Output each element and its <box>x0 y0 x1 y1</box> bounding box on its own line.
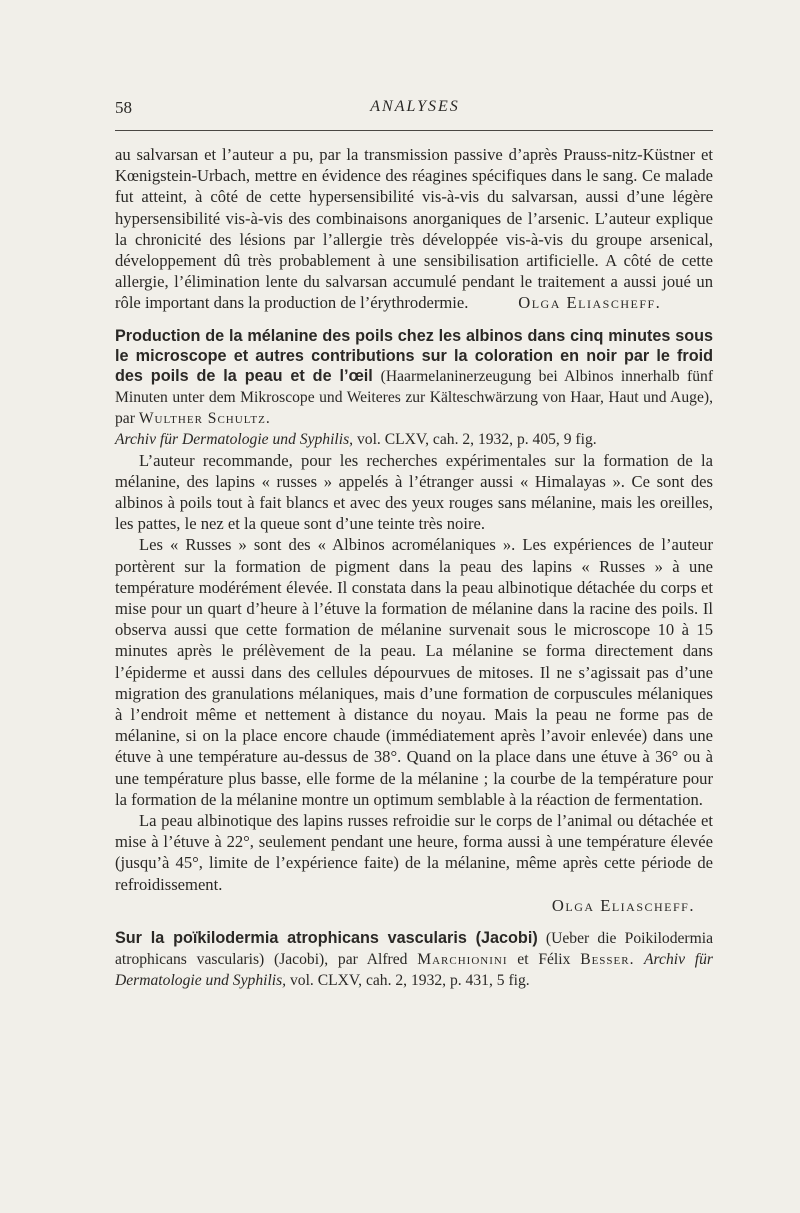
continuation-paragraph: au salvarsan et l’auteur a pu, par la transmission passive d’après Prauss-nitz-Küstner et Kœnigstein-Urbach, mettre en évidence des réagines spécifiques dans le sang. Ce malade fut atteint, à côté de cette hypersensibilité vis-à-vis du salvarsan, aussi d’une légère hypersensibilité vis-à-vis des combinaisons anorganiques de l’arsenic. L’auteur explique la chronicité des lésions par l’allergie très développée vis-à-vis du groupe arsenical, développement dû très probablement à une sensibilisation artificielle. A côté de cette allergie, l’élimination lente du salvarsan accumulé pendant le traitement a aussi joué un rôle important dans la production de l’érythrodermie. Olga Eliascheff. <box>115 145 713 313</box>
article-paragraph: La peau albinotique des lapins russes refroidie sur le corps de l’animal ou détachée et mise à l’étuve à 22°, seulement pendant une heure, forma aussi à une température élevée (jusqu’à 45°, limite de l’expérience faite) de la mélanine, même après cette période de refroidissement. <box>115 811 713 894</box>
journal-name: Archiv für Dermatologie und Syphilis, <box>115 430 354 448</box>
page-header <box>115 98 715 124</box>
reference-details: vol. CLXV, cah. 2, 1932, p. 431, 5 fig. <box>286 972 530 990</box>
article-author: Wulther Schultz. <box>138 409 271 427</box>
page-body <box>115 144 713 991</box>
continuation-signature: Olga Eliascheff. <box>518 293 662 313</box>
article-heading-melanine: Production de la mélanine des poils chez les albinos dans cinq minutes sous le microscope et autres contributions sur la coloration en noir par le froid des poils de la peau et de l’œil (Haarmelaninerzeugung bei Albinos innerhalb fünf Minuten unter dem Mikroscope und Weiteres zur Kälteschwärzung von Haar, Haut und Auge), par Wulther Schultz. <box>115 326 714 427</box>
article-paragraph: Les « Russes » sont des « Albinos acromélaniques ». Les expériences de l’auteur portèrent sur la formation de pigment dans la peau des lapins « Russes » à une température modérément élevée. Il constata dans la peau albinotique détachée du corps et mise pour un quart d’heure à l’étuve la formation de mélanine dans la racine des poils. Il observa aussi que cette formation de mélanine survenait sous le microscope 10 à 15 minutes après le prélèvement de la peau. La mélanine se forma directement dans l’épiderme et aussi dans des cellules dépourvues de mitoses. Il ne s’agissait pas d’une migration des granulations mélaniques, mais d’une formation de corpuscules mélaniques à l’endroit même et nettement à distance du noyau. Mais la peau ne forme pas de mélanine, si on la place encore chaude (immédiatement après l’avoir enlevée) dans une étuve à une température au-dessus de 38°. Quand on la place dans une étuve à 36° ou à une température plus basse, elle forme de la mélanine ; la courbe de la température pour la formation de la mélanine montre un optimum semblable à la réaction de fermentation. <box>115 535 713 809</box>
article-author: Marchionini <box>417 951 508 969</box>
running-title: ANALYSES <box>370 98 460 115</box>
article-author: Besser. <box>580 951 635 969</box>
article-heading-poikilodermia: Sur la poïkilodermia atrophicans vascularis (Jacobi) (Ueber die Poikilodermia atrophicans vascularis) (Jacobi), par Alfred Marchionini et Félix Besser. Archiv für Dermatologie und Syphilis, vol. CLXV, cah. 2, 1932, p. 431, 5 fig. <box>115 929 713 990</box>
page-number: 58 <box>115 98 132 117</box>
reference-details: vol. CLXV, cah. 2, 1932, p. 405, 9 fig. <box>353 430 597 448</box>
article-paragraph: L’auteur recommande, pour les recherches expérimentales sur la formation de la mélanine, des lapins « russes » appelés à l’étranger aussi « Himalayas ». Ce sont des albinos à poils tout à fait blancs et avec des yeux rouges sans mélanine, mais les oreilles, les pattes, le nez et la queue sont d’une teinte très noire. <box>115 450 713 534</box>
german-title: (Ueber die Poikilodermia atrophicans vascularis) (Jacobi), par Alfred <box>115 930 713 969</box>
article-signature: Olga Eliascheff. <box>551 895 695 915</box>
german-title: (Haarmelaninerzeugung bei Albinos innerhalb fünf Minuten unter dem Mikroscope und Weiteres zur Kälteschwärzung von Haar, Haut und Auge) <box>115 367 714 406</box>
article-title: Production de la mélanine des poils chez les albinos dans cinq minutes sous le microscope et autres contributions sur la coloration en noir par le froid des poils de la peau et de l’œil <box>115 326 713 385</box>
header-rule <box>115 130 713 131</box>
journal-name: Archiv für Dermatologie und Syphilis, <box>115 951 713 990</box>
article-reference <box>115 429 713 450</box>
article-title: Sur la poïkilodermia atrophicans vascularis (Jacobi) <box>115 929 538 948</box>
